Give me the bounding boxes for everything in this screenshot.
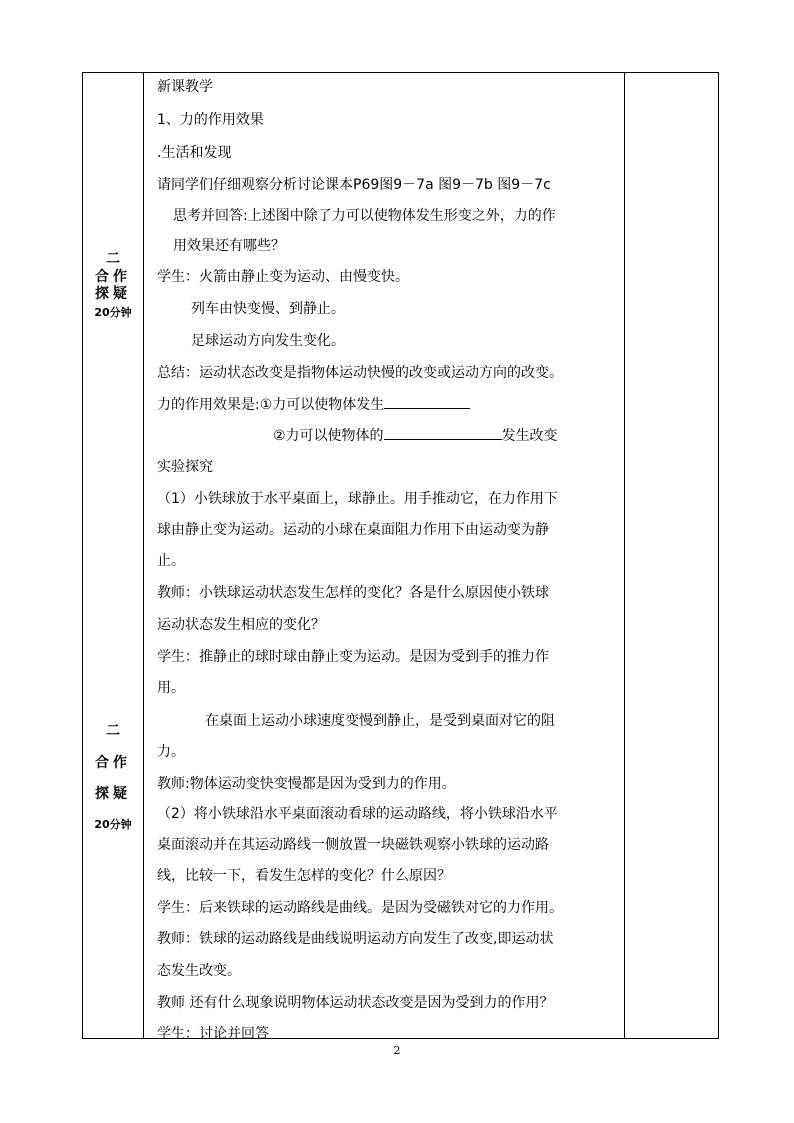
text-line: 在桌面上运动小球速度变慢到静止，是受到桌面对它的阻	[205, 713, 555, 729]
text-line: 实验探究	[157, 459, 213, 475]
text-line: 足球运动方向发生变化。	[191, 333, 345, 349]
stage-minutes: 20分钟	[94, 817, 132, 831]
text-line: （2）将小铁球沿水平桌面滚动看球的运动路线，将小铁球沿水平	[157, 806, 558, 822]
text-line: 学生：后来铁球的运动路线是曲线。是因为受磁铁对它的力作用。	[157, 900, 563, 916]
text-line: 运动状态发生相应的变化？	[157, 617, 325, 633]
fill-in-prompt: 力的作用效果是:①力可以使物体发生	[157, 397, 385, 413]
fill-in-prompt: ②力可以使物体的	[273, 428, 384, 444]
column-divider	[143, 73, 144, 1038]
stage-number: 二	[106, 251, 120, 267]
text-line: 新课教学	[157, 79, 213, 95]
text-line: 教师:物体运动变快变慢都是因为受到力的作用。	[157, 776, 456, 792]
text-line: 力。	[157, 744, 185, 760]
text-line: 球由静止变为运动。运动的小球在桌面阻力作用下由运动变为静	[157, 522, 549, 538]
text-line: .生活和发现	[157, 145, 232, 161]
text-line: 教师：小铁球运动状态发生怎样的变化？各是什么原因使小铁球	[157, 585, 549, 601]
text-line: 列车由快变慢、到静止。	[191, 301, 345, 317]
stage-title: 探疑	[95, 286, 131, 302]
text-line: 学生：推静止的球时球由静止变为运动。是因为受到手的推力作	[157, 649, 549, 665]
text-line: 用效果还有哪些？	[173, 238, 285, 254]
text-line: 桌面滚动并在其运动路线一侧放置一块磁铁观察小铁球的运动路	[157, 837, 549, 853]
text-line: 总结：运动状态改变是指物体运动快慢的改变或运动方向的改变。	[157, 365, 563, 381]
text-line: 1、力的作用效果	[157, 112, 264, 128]
stage-column	[83, 73, 143, 1038]
stage-minutes: 20分钟	[94, 305, 132, 319]
text-line: 思考并回答:上述图中除了力可以使物体发生形变之外，力的作	[173, 208, 556, 224]
stage-label-bottom	[83, 723, 143, 831]
text-line: 教师：铁球的运动路线是曲线说明运动方向发生了改变,即运动状	[157, 931, 554, 947]
stage-title: 探疑	[95, 786, 131, 802]
page-number: 2	[393, 1044, 401, 1057]
text-line	[157, 394, 470, 414]
text-line: 学生：讨论并回答	[157, 1026, 269, 1042]
fill-in-suffix: 发生改变	[501, 428, 558, 444]
text-line: 止。	[157, 553, 185, 569]
text-line: 用。	[157, 680, 185, 696]
stage-title: 合作	[95, 268, 131, 285]
text-line	[273, 425, 558, 445]
text-line: 请同学们仔细观察分析讨论课本P69图9－7a 图9－7b 图9－7c	[157, 177, 551, 193]
stage-title: 合作	[95, 754, 131, 771]
column-divider	[624, 73, 625, 1038]
blank-line	[384, 425, 502, 440]
blank-line	[384, 394, 470, 409]
text-line: （1）小铁球放于水平桌面上，球静止。用手推动它，在力作用下	[157, 491, 558, 507]
text-line: 线，比较一下，看发生怎样的变化？什么原因？	[157, 868, 451, 884]
stage-label-top	[83, 251, 143, 319]
text-line: 教师 还有什么现象说明物体运动状态改变是因为受到力的作用？	[157, 995, 554, 1011]
text-line: 态发生改变。	[157, 963, 241, 979]
stage-number: 二	[106, 723, 120, 739]
text-line: 学生：火箭由静止变为运动、由慢变快。	[157, 269, 409, 285]
